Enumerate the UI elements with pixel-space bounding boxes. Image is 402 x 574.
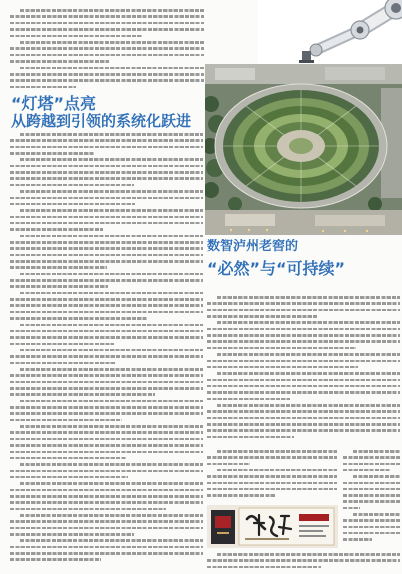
text-line — [10, 355, 203, 358]
text-line — [343, 526, 400, 529]
text-line — [10, 152, 95, 155]
text-line — [207, 429, 400, 432]
right-article-body — [207, 296, 400, 442]
text-line — [10, 374, 203, 377]
text-line — [10, 165, 203, 168]
text-line — [207, 423, 400, 426]
text-line — [10, 317, 147, 320]
text-line — [10, 79, 204, 82]
text-line — [343, 538, 372, 541]
text-line — [20, 190, 203, 193]
text-line — [10, 54, 204, 57]
text-line — [207, 566, 321, 569]
text-line — [343, 463, 400, 466]
text-line — [10, 35, 142, 38]
text-line — [10, 279, 203, 282]
text-line — [10, 60, 109, 63]
text-line — [20, 67, 204, 70]
text-line — [10, 387, 203, 390]
text-line — [10, 495, 203, 498]
text-line — [10, 254, 203, 257]
text-line — [10, 457, 126, 460]
text-line — [207, 410, 400, 413]
text-line — [217, 321, 400, 324]
text-line — [20, 349, 203, 352]
text-line — [353, 475, 400, 478]
text-line — [20, 41, 204, 44]
text-line — [10, 520, 203, 523]
text-line — [20, 292, 203, 295]
right-article-headline: “必然”与“可持续” — [207, 259, 346, 278]
text-line — [20, 209, 203, 212]
text-line — [10, 444, 203, 447]
text-line — [10, 546, 203, 549]
text-line — [207, 309, 400, 312]
text-line — [207, 456, 337, 459]
text-line — [207, 436, 294, 439]
text-line — [20, 425, 203, 428]
left-article-heading — [11, 95, 203, 130]
text-line — [20, 324, 203, 327]
text-line — [207, 334, 400, 337]
text-line — [343, 456, 400, 459]
text-line — [20, 235, 203, 238]
text-line — [207, 315, 317, 318]
text-line — [20, 539, 203, 542]
text-line — [207, 360, 400, 363]
text-line — [343, 532, 400, 535]
text-line — [10, 381, 203, 384]
text-line — [10, 203, 135, 206]
text-line — [10, 362, 116, 365]
text-line — [10, 222, 203, 225]
right-article-kicker: 数智泸州老窖的 — [207, 239, 299, 254]
text-line — [207, 559, 400, 562]
right-article-body-sub — [207, 450, 337, 500]
text-line — [10, 508, 166, 511]
text-line — [10, 241, 203, 244]
text-line — [10, 177, 203, 180]
text-line — [207, 482, 337, 485]
text-line — [343, 482, 400, 485]
text-line — [20, 158, 203, 161]
text-line — [217, 353, 400, 356]
text-line — [207, 302, 400, 305]
text-line — [10, 304, 203, 307]
circular-building-aerial-photo — [205, 64, 402, 235]
text-line — [10, 558, 101, 561]
text-line — [20, 463, 203, 466]
text-line — [10, 298, 203, 301]
text-line — [10, 15, 204, 18]
text-line — [207, 379, 400, 382]
robot-arm — [299, 0, 402, 63]
text-line — [10, 228, 103, 231]
text-line — [10, 330, 203, 333]
text-line — [207, 475, 337, 478]
left-article-headline: 从跨越到引领的系统化跃进 — [11, 112, 192, 130]
text-line — [343, 488, 400, 491]
text-line — [20, 273, 203, 276]
text-line — [20, 9, 204, 12]
text-line — [207, 417, 400, 420]
text-line — [207, 494, 276, 497]
text-line — [207, 488, 337, 491]
text-line — [10, 393, 155, 396]
text-line — [10, 285, 108, 288]
text-line — [207, 366, 358, 369]
text-line — [10, 406, 203, 409]
text-line — [10, 412, 203, 415]
text-line — [20, 482, 203, 485]
round-rooftop-garden — [215, 84, 387, 208]
text-line — [10, 431, 203, 434]
text-line — [10, 451, 203, 454]
text-line — [10, 419, 122, 422]
text-line — [10, 28, 204, 31]
text-line — [10, 139, 203, 142]
text-line — [207, 328, 400, 331]
text-line — [10, 184, 134, 187]
text-line — [10, 266, 107, 269]
text-line — [10, 86, 76, 89]
text-line — [10, 47, 204, 50]
text-line — [10, 476, 128, 479]
text-line — [20, 400, 203, 403]
text-line — [343, 469, 390, 472]
text-line — [207, 385, 400, 388]
text-line — [10, 336, 203, 339]
right-article-narrow-column — [343, 450, 400, 545]
text-line — [10, 501, 203, 504]
right-article-closing — [207, 553, 400, 572]
text-line — [10, 533, 134, 536]
text-line — [10, 22, 204, 25]
text-line — [20, 368, 203, 371]
text-line — [10, 552, 203, 555]
text-line — [10, 311, 203, 314]
text-line — [10, 247, 203, 250]
text-line — [353, 513, 400, 516]
text-line — [217, 296, 400, 299]
text-line — [10, 527, 203, 530]
text-line — [10, 197, 203, 200]
product-display-photo — [207, 505, 338, 548]
text-line — [217, 450, 337, 453]
text-line — [343, 507, 360, 510]
text-line — [207, 391, 400, 394]
text-line — [10, 146, 203, 149]
text-line — [10, 489, 203, 492]
right-article-heading — [207, 239, 399, 280]
left-article-body — [10, 133, 203, 565]
text-line — [217, 372, 400, 375]
text-line — [10, 260, 203, 263]
text-line — [207, 398, 290, 401]
left-article-kicker: “灯塔”点亮 — [11, 95, 97, 113]
text-line — [207, 340, 400, 343]
text-line — [353, 450, 400, 453]
text-line — [207, 463, 250, 466]
text-line — [10, 171, 203, 174]
text-line — [207, 347, 356, 350]
text-line — [10, 470, 203, 473]
text-line — [10, 343, 114, 346]
text-line — [20, 514, 203, 517]
text-line — [217, 553, 400, 556]
text-line — [343, 494, 400, 497]
text-line — [20, 133, 203, 136]
text-line — [217, 404, 400, 407]
text-line — [10, 216, 203, 219]
text-line — [10, 438, 203, 441]
intro-paragraphs — [10, 9, 204, 92]
text-line — [343, 519, 400, 522]
text-line — [217, 469, 337, 472]
robot-arm-photo — [258, 0, 402, 64]
text-line — [343, 500, 400, 503]
text-line — [10, 73, 204, 76]
